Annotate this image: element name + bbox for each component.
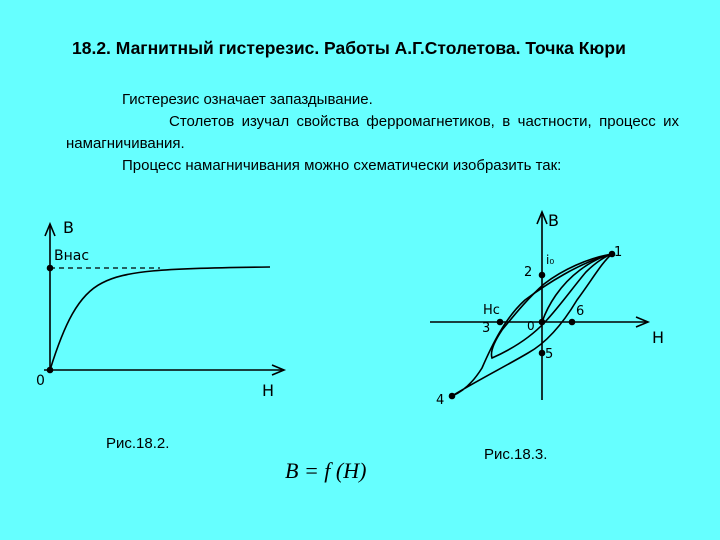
figure-18-3-caption: Рис.18.3.: [484, 446, 548, 463]
fig2-x-label: H: [652, 328, 665, 347]
fig1-origin-label: 0: [36, 373, 45, 389]
fig2-point-2-dot: [540, 273, 545, 278]
formula-b-of-h: B = f (H): [285, 458, 367, 483]
fig1-x-label: H: [262, 381, 275, 400]
hysteresis-figure: [430, 212, 648, 400]
page-title: 18.2. Магнитный гистерезис. Работы А.Г.Столетова. Точка Кюри: [72, 38, 626, 58]
magnetization-figure: [44, 224, 284, 375]
paragraph-process-intro: Процесс намагничивания можно схематически изобразить так:: [122, 157, 562, 174]
fig2-point-1-label: 1: [614, 245, 623, 260]
fig2-origin-dot: [540, 320, 545, 325]
fig2-point-3-dot: [498, 320, 503, 325]
fig2-point-5-dot: [540, 351, 545, 356]
fig2-point-4-dot: [450, 394, 455, 399]
fig2-hc-label: Hc: [483, 303, 500, 318]
fig2-point-6-label: 6: [576, 304, 585, 319]
fig2-hysteresis-inner-loop: [491, 254, 612, 358]
paragraph-hysteresis-definition: Гистерезис означает запаздывание.: [122, 91, 373, 108]
fig2-point-5-label: 5: [545, 347, 554, 362]
fig1-y-label: B: [63, 218, 74, 237]
fig2-point-4-label: 4: [436, 393, 445, 408]
fig1-magnetization-curve: [50, 267, 270, 370]
fig1-origin-dot: [48, 368, 53, 373]
paragraph-stoletov-study: Столетов изучал свойства ферромагнетиков, в частности, процесс их намагничивания.: [66, 113, 679, 152]
fig1-saturation-label: Bнас: [54, 248, 90, 264]
fig2-point-6-dot: [570, 320, 575, 325]
fig2-i0-label: i₀: [546, 253, 555, 267]
fig2-point-3-label: 3: [482, 321, 491, 336]
figure-18-2-caption: Рис.18.2.: [106, 435, 170, 452]
fig1-saturation-dot: [48, 266, 53, 271]
fig2-y-label: B: [548, 211, 559, 230]
fig2-point-2-label: 2: [524, 265, 533, 280]
fig2-origin-label: 0: [527, 319, 535, 333]
